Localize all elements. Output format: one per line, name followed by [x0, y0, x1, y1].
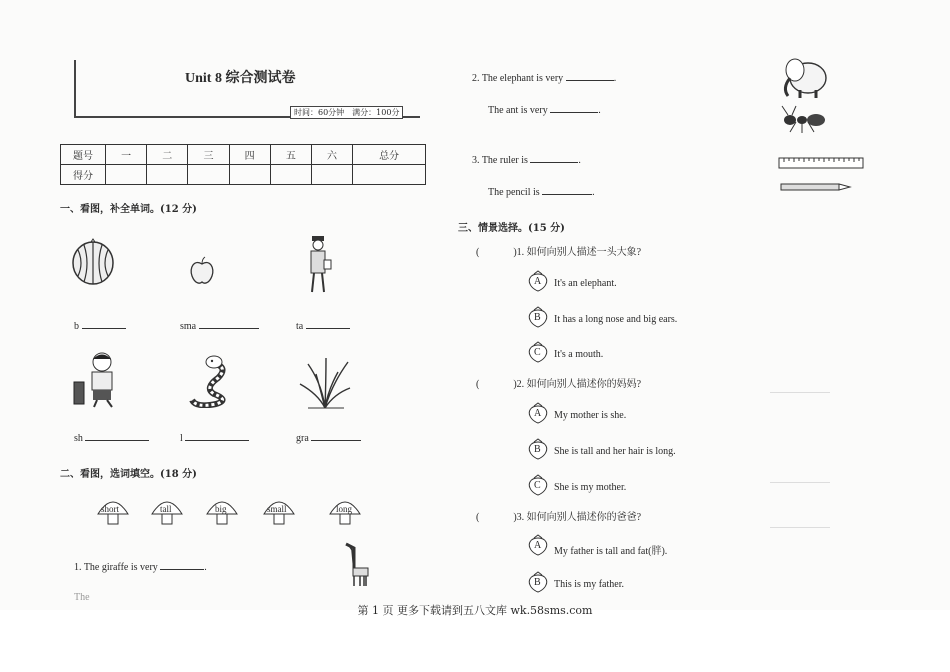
- word-prefix: sma: [180, 321, 197, 332]
- word-blank-4[interactable]: [74, 433, 149, 444]
- word-blank-2[interactable]: [180, 321, 259, 332]
- bleed-through-sketch: [770, 460, 830, 483]
- word-blank-6[interactable]: [296, 433, 361, 444]
- section1-heading: 一、看图，补全单词。(12 分): [60, 204, 197, 215]
- word-prefix: ta: [296, 321, 304, 332]
- answer-blank[interactable]: [550, 112, 598, 113]
- option-text: My mother is she.: [554, 410, 627, 421]
- option-3a[interactable]: [526, 534, 668, 560]
- section3-heading: 三、情景选择。(15 分): [458, 223, 565, 234]
- grass-icon: [298, 354, 352, 410]
- option-letter: B: [534, 312, 541, 323]
- score-row-label: 得分: [61, 165, 106, 185]
- word-prefix: l: [180, 433, 183, 444]
- score-header-row: [61, 145, 426, 165]
- answer-blank[interactable]: [566, 80, 614, 81]
- option-1b[interactable]: [526, 306, 678, 332]
- mc-question-1[interactable]: [476, 243, 641, 258]
- answer-paren: (: [476, 379, 480, 390]
- answer-blank[interactable]: [82, 328, 126, 329]
- ruler-icon: [778, 157, 864, 169]
- answer-blank[interactable]: [160, 569, 204, 570]
- option-letter: B: [534, 577, 541, 588]
- option-2b[interactable]: [526, 438, 676, 464]
- option-text: She is my mother.: [554, 482, 627, 493]
- snake-icon: [186, 354, 236, 408]
- mc-question-2[interactable]: [476, 375, 641, 390]
- score-cell[interactable]: [188, 165, 229, 185]
- question-text: The pencil is: [488, 187, 540, 198]
- score-cell[interactable]: [106, 165, 147, 185]
- option-text: It has a long nose and big ears.: [554, 314, 678, 325]
- choice-word: tall: [160, 504, 172, 514]
- answer-blank[interactable]: [530, 162, 578, 163]
- fill-q3a[interactable]: 3. The ruler is .: [472, 155, 581, 166]
- time-limit-tag: 时间：60分钟 满分：100分: [290, 106, 403, 119]
- fill-q2b[interactable]: The ant is very .: [488, 105, 601, 116]
- answer-blank[interactable]: [185, 440, 249, 441]
- score-header-cell: 三: [188, 145, 229, 165]
- word-prefix: gra: [296, 433, 309, 444]
- question-stem: )3. 如何向别人描述你的爸爸?: [513, 512, 642, 523]
- option-letter: A: [534, 276, 542, 287]
- option-2a[interactable]: [526, 402, 627, 428]
- score-header-cell: 总分: [353, 145, 426, 165]
- choice-long: [328, 496, 362, 530]
- option-1c[interactable]: [526, 341, 604, 367]
- option-letter: B: [534, 444, 541, 455]
- word-prefix: sh: [74, 433, 83, 444]
- score-cell[interactable]: [311, 165, 352, 185]
- word-blank-3[interactable]: [296, 321, 350, 332]
- answer-blank[interactable]: [199, 328, 259, 329]
- word-blank-1[interactable]: [74, 321, 126, 332]
- option-text: It's an elephant.: [554, 278, 617, 289]
- section2-heading: 二、看图，选词填空。(18 分): [60, 469, 197, 480]
- bleed-through-sketch: [770, 370, 830, 393]
- word-prefix: b: [74, 321, 79, 332]
- score-header-cell: 题号: [61, 145, 106, 165]
- option-text: This is my father.: [554, 579, 624, 590]
- score-cell[interactable]: [229, 165, 270, 185]
- score-cell[interactable]: [353, 165, 426, 185]
- answer-blank[interactable]: [85, 440, 149, 441]
- fill-q3b[interactable]: The pencil is .: [488, 187, 595, 198]
- answer-blank[interactable]: [306, 328, 350, 329]
- short-man-icon: [72, 350, 124, 408]
- option-text: She is tall and her hair is long.: [554, 446, 676, 457]
- score-header-cell: 一: [106, 145, 147, 165]
- question-stem: )2. 如何向别人描述你的妈妈?: [513, 379, 642, 390]
- choice-word: big: [215, 504, 227, 514]
- option-3b[interactable]: [526, 571, 624, 597]
- option-text: It's a mouth.: [554, 349, 604, 360]
- option-2c[interactable]: [526, 474, 627, 500]
- option-letter: A: [534, 408, 542, 419]
- question-text: 1. The giraffe is very: [74, 562, 158, 573]
- page-title: Unit 8 综合测试卷: [185, 71, 296, 86]
- ant-icon: [780, 104, 828, 136]
- choice-word: long: [336, 504, 353, 514]
- word-blank-5[interactable]: [180, 433, 249, 444]
- score-table: [60, 144, 426, 185]
- question-text: 2. The elephant is very: [472, 73, 564, 84]
- pencil-icon: [780, 182, 852, 192]
- choice-word: short: [101, 504, 119, 514]
- choice-word: small: [267, 504, 287, 514]
- answer-paren: (: [476, 512, 480, 523]
- choice-small: [262, 496, 296, 530]
- answer-blank[interactable]: [542, 194, 592, 195]
- answer-blank[interactable]: [311, 440, 361, 441]
- question-text: 3. The ruler is: [472, 155, 528, 166]
- answer-paren: (: [476, 247, 480, 258]
- apple-icon: [188, 256, 216, 286]
- fill-q2a[interactable]: 2. The elephant is very .: [472, 73, 617, 84]
- option-letter: A: [534, 540, 542, 551]
- option-text: My father is tall and fat(胖).: [554, 546, 668, 557]
- elephant-icon: [780, 54, 830, 100]
- question-stem: )1. 如何向别人描述一头大象?: [513, 247, 642, 258]
- watermelon-icon: [70, 238, 116, 286]
- fill-q1[interactable]: 1. The giraffe is very .: [74, 562, 207, 573]
- option-1a[interactable]: [526, 270, 617, 296]
- score-value-row: [61, 165, 426, 185]
- score-header-cell: 二: [147, 145, 188, 165]
- score-cell[interactable]: [147, 165, 188, 185]
- score-cell[interactable]: [270, 165, 311, 185]
- option-letter: C: [534, 347, 541, 358]
- score-header-cell: 六: [311, 145, 352, 165]
- mc-question-3[interactable]: [476, 508, 641, 523]
- bleed-through-sketch: [770, 505, 830, 528]
- tall-man-icon: [304, 234, 334, 294]
- page-footer: 第 1 页 更多下载请到五八文库 wk.58sms.com: [357, 604, 593, 617]
- choice-big: [205, 496, 239, 530]
- option-letter: C: [534, 480, 541, 491]
- score-header-cell: 五: [270, 145, 311, 165]
- cutoff-line: The: [74, 592, 90, 603]
- score-header-cell: 四: [229, 145, 270, 165]
- question-text: The ant is very: [488, 105, 548, 116]
- choice-short: [96, 496, 130, 530]
- choice-tall: [150, 496, 184, 530]
- giraffe-icon: [340, 542, 374, 588]
